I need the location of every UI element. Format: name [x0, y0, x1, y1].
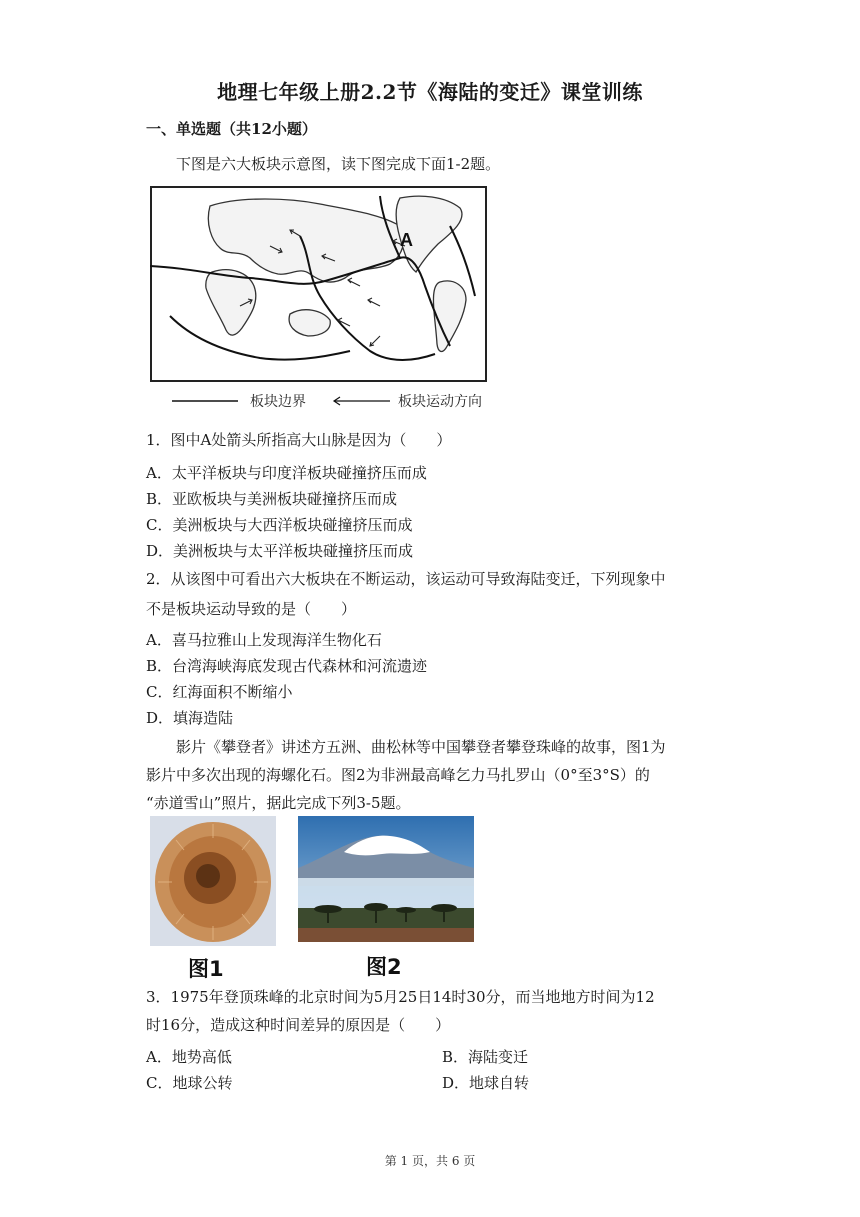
q1-option-b: B．亚欧板块与美洲板块碰撞挤压而成	[146, 490, 398, 508]
page-title: 地理七年级上册2.2节《海陆的变迁》课堂训练	[217, 80, 643, 104]
q3-option-b: B．海陆变迁	[442, 1048, 529, 1066]
q2-option-d: D．填海造陆	[146, 709, 234, 727]
q2-option-a: A．喜马拉雅山上发现海洋生物化石	[146, 631, 382, 649]
fig2-kilimanjaro-photo	[298, 816, 476, 982]
cloud-band	[298, 878, 474, 908]
q3-option-a: A．地势高低	[146, 1048, 232, 1066]
intro-text-2-line-2: 影片中多次出现的海螺化石。图2为非洲最高峰乞力马扎罗山（0°至3°S）的	[146, 766, 650, 784]
legend-direction-label: 板块运动方向	[398, 394, 482, 410]
q1-option-a: A．太平洋板块与印度洋板块碰撞挤压而成	[146, 464, 427, 482]
page-footer: 第 1 页，共 6 页	[384, 1154, 476, 1168]
q2-stem-line-1: 2．从该图中可看出六大板块在不断运动，该运动可导致海陆变迁，下列现象中	[146, 570, 666, 588]
q2-option-c: C．红海面积不断缩小	[146, 683, 293, 701]
section-heading: 一、单选题（共12小题）	[146, 120, 317, 138]
q2-option-b: B．台湾海峡海底发现古代森林和河流遗迹	[146, 657, 428, 675]
q3-option-d: D．地球自转	[442, 1074, 530, 1092]
intro-text-1: 下图是六大板块示意图，读下图完成下面1-2题。	[176, 155, 501, 173]
q1-stem: 1．图中A处箭头所指高大山脉是因为（ ）	[146, 431, 452, 449]
fig1-fossil-photo	[150, 816, 278, 982]
plate-map-figure	[150, 186, 500, 412]
legend-boundary-label: 板块边界	[250, 394, 306, 410]
q3-stem-line-2: 时16分，造成这种时间差异的原因是（ ）	[146, 1016, 451, 1034]
map-label-a: A	[400, 230, 413, 250]
q2-stem-line-2: 不是板块运动导致的是（ ）	[146, 600, 357, 618]
q3-stem-line-1: 3．1975年登顶珠峰的北京时间为5月25日14时30分，而当地地方时间为12	[146, 988, 655, 1006]
fig2-label: 图2	[366, 955, 402, 979]
intro-text-2-line-3: “赤道雪山”照片，据此完成下列3-5题。	[146, 794, 411, 812]
fig1-label: 图1	[188, 957, 224, 981]
q1-option-d: D．美洲板块与太平洋板块碰撞挤压而成	[146, 542, 414, 560]
q1-option-c: C．美洲板块与大西洋板块碰撞挤压而成	[146, 516, 413, 534]
intro-text-2-line-1: 影片《攀登者》讲述方五洲、曲松林等中国攀登者攀登珠峰的故事，图1为	[176, 738, 666, 756]
q3-option-c: C．地球公转	[146, 1074, 233, 1092]
